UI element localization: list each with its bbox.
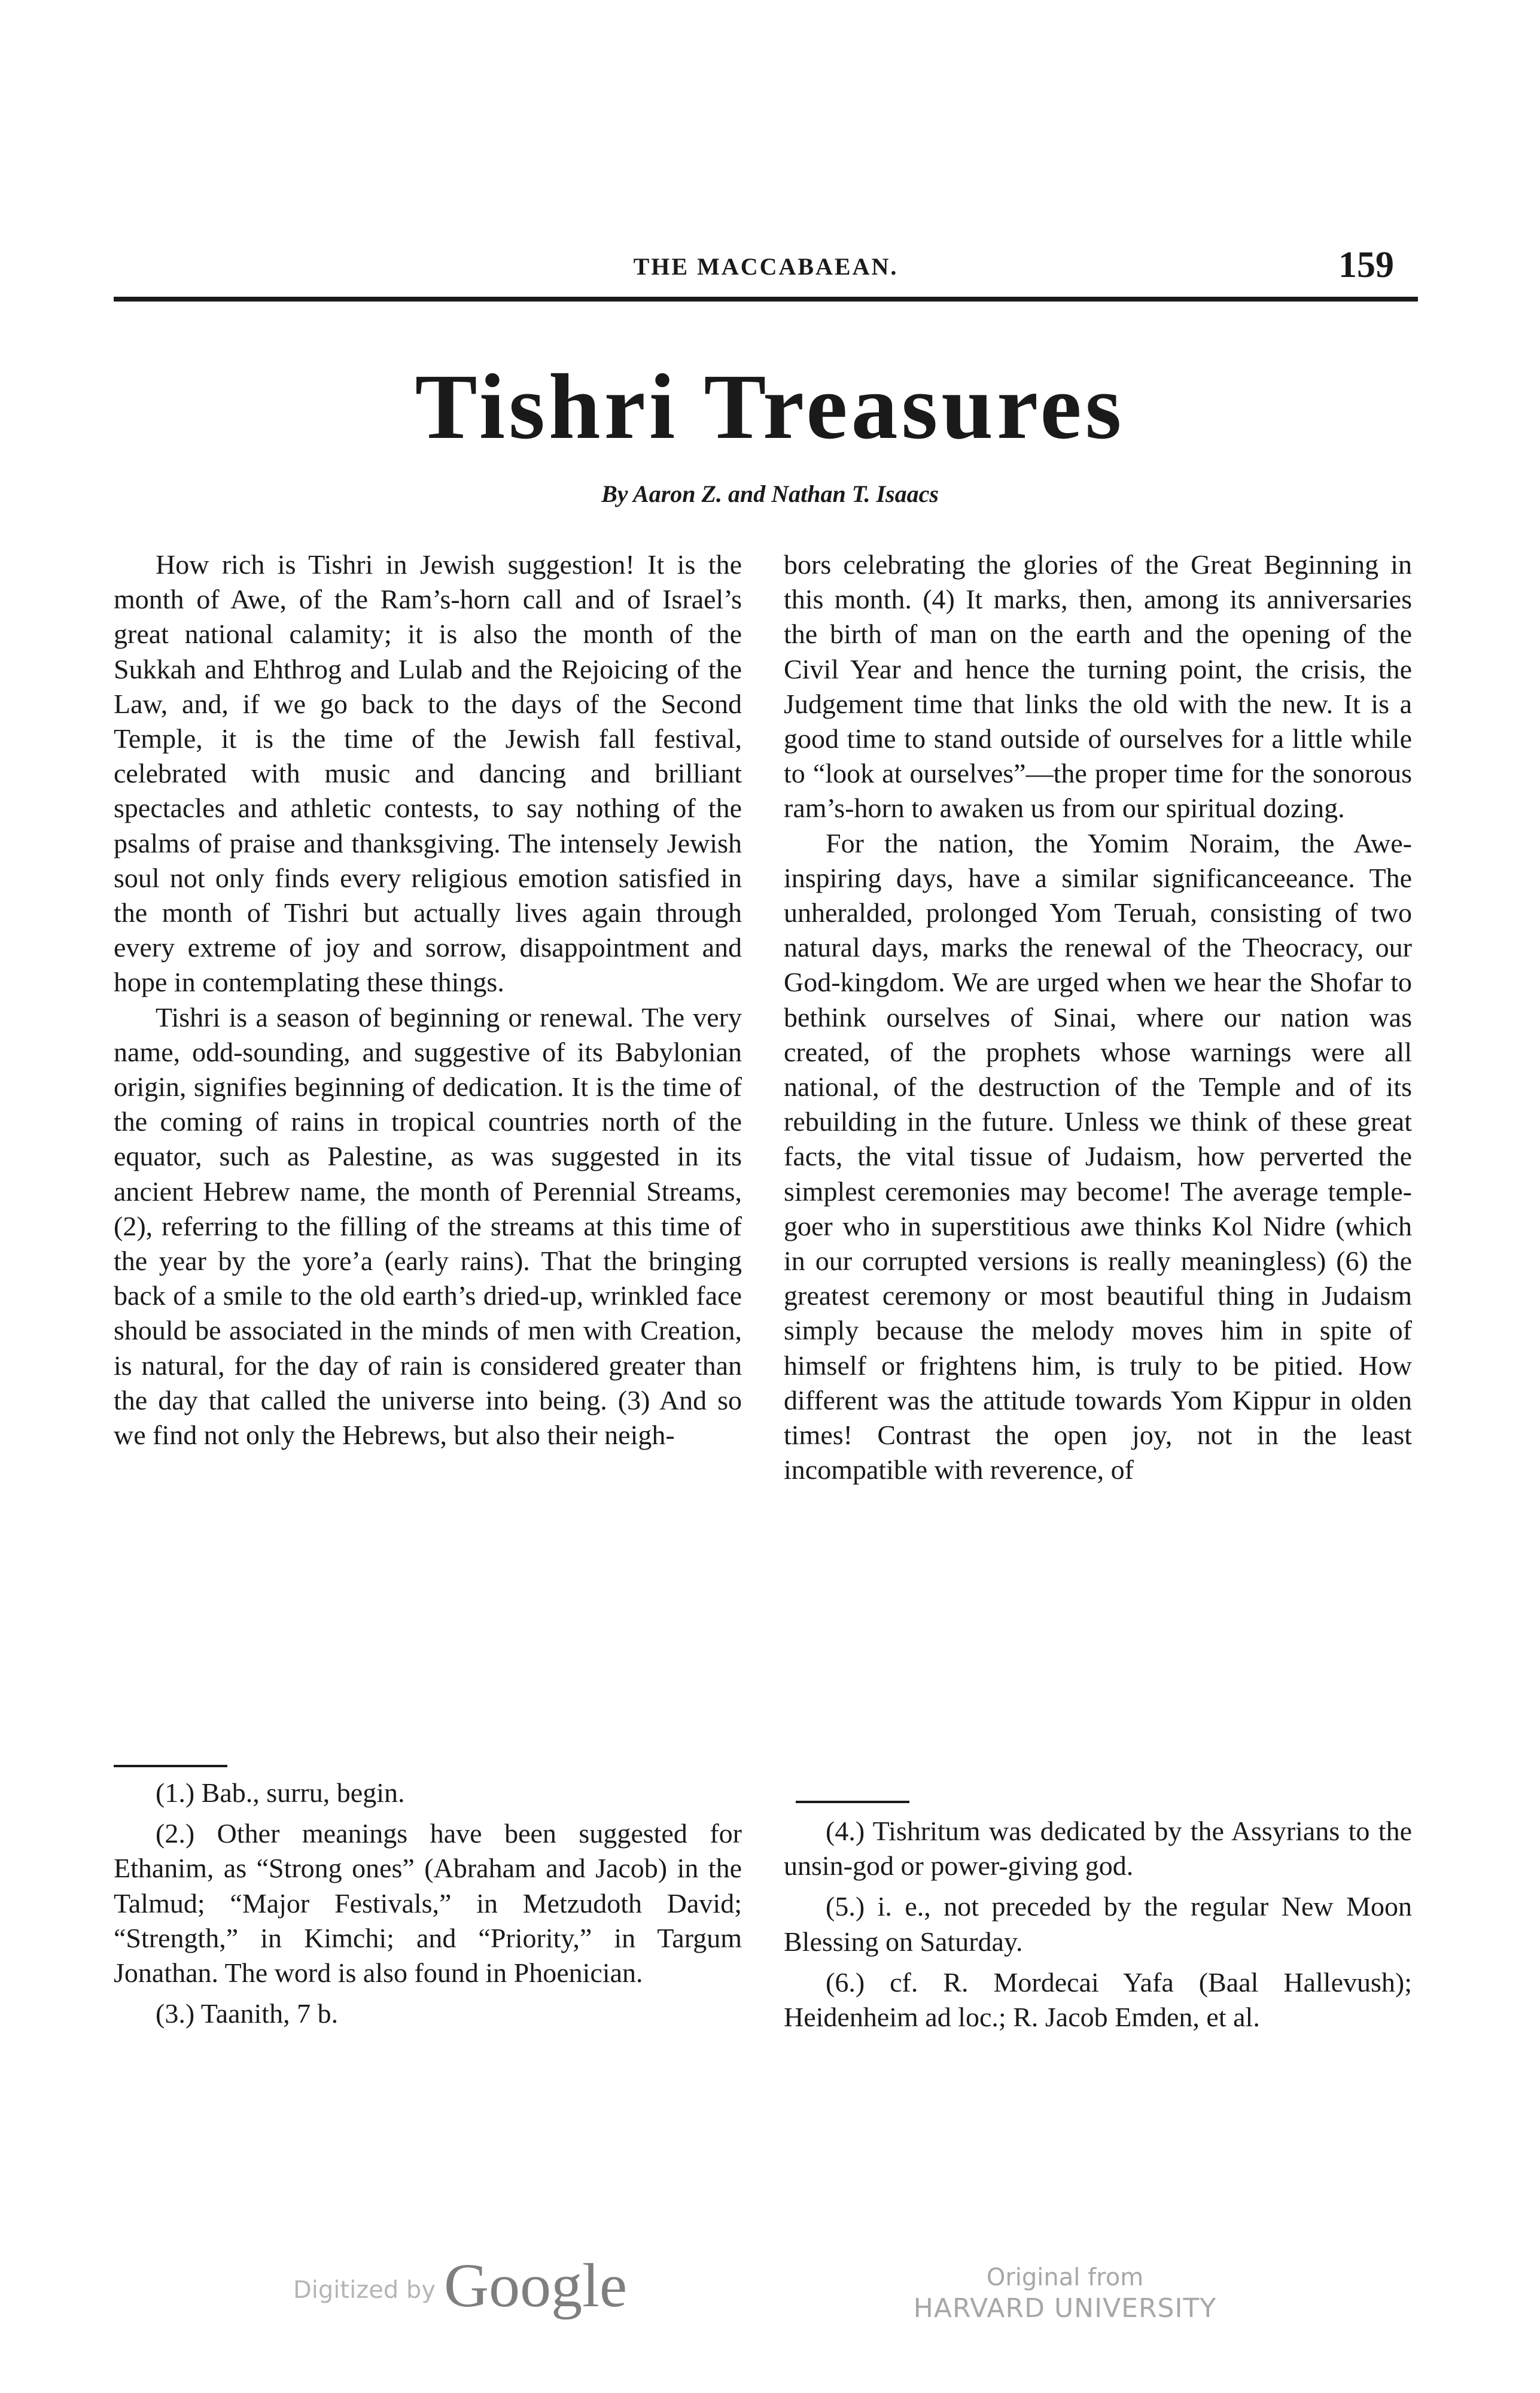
google-logo: Google [444, 2251, 628, 2320]
footnote: (1.) Bab., surru, begin. [156, 1777, 405, 1808]
footnotes-right [784, 1814, 1412, 2041]
footnote-rule [114, 1765, 227, 1767]
paragraph: For the nation, the Yomim Noraim, the Awe-inspiring days, have a similar significanceeance. The unheralded, prolonged Yom Teruah, consisting of two natural days, marks the renewal of the Theocracy, our God-kingdom. We are urged when we hear the Shofar to bethink ourselves of Sinai, where our nation was created, of the prophets whose warnings were all national, of the destruction of the Temple and of its rebuilding in the future. Unless we think of these great facts, the vital tissue of Judaism, how perverted the simplest ceremonies may become! The average temple-goer who in superstitious awe thinks Kol Nidre (which in our corrupted versions is really meaningless) (6) the greatest ceremony or most beautiful thing in Judaism simply because the melody moves him in spite of himself or frightens him, is truly to be pitied. How different was the attitude towards Yom Kippur in olden times! Contrast the open joy, not in the least incompatible with reverence, of [784, 827, 1412, 1485]
paragraph: How rich is Tishri in Jewish suggestion! It is the month of Awe, of the Ram’s-horn call and of Israel’s great national calamity; it is also the month of the Sukkah and Ehthrog and Lulab and the Rejoicing of the Law, and, if we go back to the days of the Second Temple, it is the time of the Jewish fall festival, celebrated with music and dancing and brilliant spectacles and athletic contests, to say nothing of the psalms of praise and thanksgiving. The intensely Jewish soul not only finds every religious emotion satisfied in the month of Tishri but actually lives again through every extreme of joy and sorrow, disappointment and hope in contemplating these things. [114, 549, 742, 998]
article-byline: By Aaron Z. and Nathan T. Isaacs [601, 480, 939, 507]
footnote: (4.) Tishritum was dedicated by the Assyrians to the unsin-god or power-giving god. [784, 1816, 1412, 1881]
footnote-rule [796, 1801, 909, 1803]
paragraph: bors celebrating the glories of the Great Beginning in this month. (4) It marks, then, among its anniversaries the birth of man on the earth and the opening of the Civil Year and hence the turning point, the crisis, the Judgement time that links the old with the new. It is a good time to stand outside of ourselves for a little while to “look at ourselves”—the proper time for the sonorous ram’s-horn to awaken us from our spiritual dozing. [784, 549, 1412, 824]
footnote: (5.) i. e., not preceded by the regular New Moon Blessing on Saturday. [784, 1891, 1412, 1957]
article-title: Tishri Treasures [415, 355, 1125, 458]
footnote: (3.) Taanith, 7 b. [156, 1998, 339, 2029]
footnote: (6.) cf. R. Mordecai Yafa (Baal Hallevush); Heidenheim ad loc.; R. Jacob Emden, et al. [784, 1966, 1412, 2033]
running-header [114, 245, 1418, 286]
footnotes-left [114, 1776, 742, 2037]
original-from-text: Original from [986, 2264, 1144, 2291]
digitized-by-text: Digitized by [293, 2276, 436, 2304]
right-column [784, 547, 1412, 1487]
left-column [114, 547, 742, 1453]
running-head-title: THE MACCABAEAN. [633, 253, 899, 280]
original-from-watermark [897, 2263, 1232, 2325]
header-rule [114, 297, 1418, 302]
institution-name: HARVARD UNIVERSITY [913, 2293, 1217, 2324]
footnote: (2.) Other meanings have been suggested for Ethanim, as “Strong ones” (Abraham and Jacob) in the Talmud; “Major Festivals,” in Metzudoth David; “Strength,” in Kimchi; and “Priority,” in Targum Jonathan. The word is also found in Phoenician. [114, 1818, 742, 1989]
page-number: 159 [1338, 245, 1394, 285]
paragraph: Tishri is a season of beginning or renewal. The very name, odd-sounding, and suggestive of its Babylonian origin, signifies beginning of dedication. It is the time of the coming of rains in tropical countries north of the equator, such as Palestine, as was suggested in its ancient Hebrew name, the month of Perennial Streams, (2), referring to the filling of the streams at this time of the year by the yore’a (early rains). That the bringing back of a smile to the old earth’s dried-up, wrinkled face should be associated in the minds of men with Creation, is natural, for the day of rain is considered greater than the day that called the universe into being. (3) And so we find not only the Hebrews, but also their neigh- [114, 1001, 742, 1451]
digitized-by-watermark [293, 2249, 627, 2321]
